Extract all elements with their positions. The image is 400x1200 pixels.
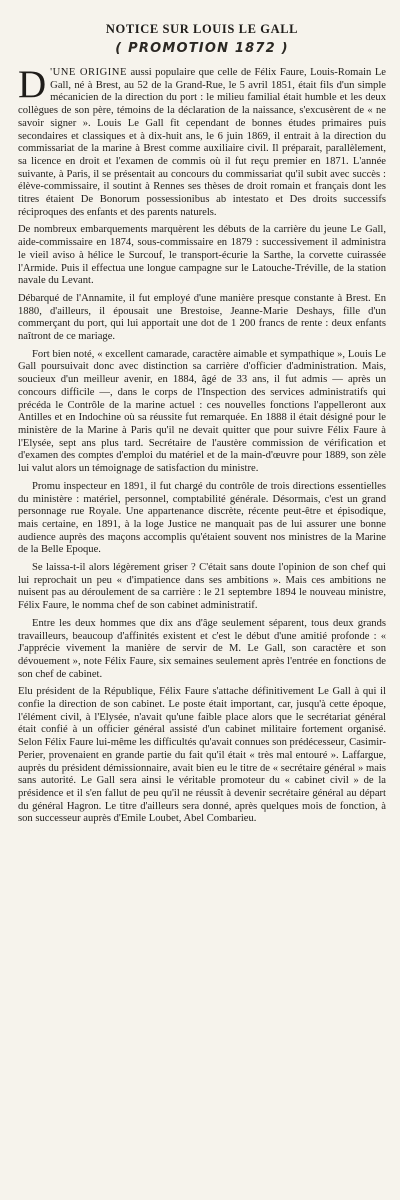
drop-cap: D	[18, 63, 47, 106]
paragraph-6: Se laissa-t-il alors légèrement griser ? C'était sans doute l'opinion de son chef qui lui reprochait un peu « d'impatience dans ses ambitions ». Mais ces ambitions ne nuisent pas au déroulement de sa carrière : le 21 septembre 1894 le nouveau ministre, Félix Faure, le nomma chef de son cabinet administratif.	[18, 562, 386, 612]
paragraph-2: De nombreux embarquements marquèrent les débuts de la carrière du jeune Le Gall, aide-commissaire en 1874, sous-commissaire en 1879 : successivement il administra le vieil aviso à hélice le Surcouf, le transport-écurie la Sarthe, la corvette cuirassée l'Armide. Puis il effectua une longue campagne sur le Latouche-Tréville, de la station navale du Levant.	[18, 224, 386, 287]
paragraph-3: Débarqué de l'Annamite, il fut employé d'une manière presque constante à Brest. En 1880, d'ailleurs, il épousait une Brestoise, Jeanne-Marie Deshays, fille d'un commerçant du port, qui lui apportait une dot de 1 200 francs de rente : deux enfants naîtront de ce mariage.	[18, 292, 386, 343]
paragraph-4: Fort bien noté, « excellent camarade, caractère aimable et sympathique », Louis Le Gall poursuivait donc avec distinction sa carrière d'officier d'administration. Mais, soucieux d'un meilleur avenir, en 1884, âgé de 33 ans, il fut admis — après un concours difficile —, dans le corps de l'Inspection des services administratifs qui précéda le Contrôle de la marine actuel : ces nouvelles fonctions l'appelleront aux Antilles et en Indochine où sa réussite fut remarquée. En 1888 il était désigné pour le ministère de la Marine à Paris qu'il ne devait quitter que pour suivre Félix Faure à l'Elysée, sept ans plus tard. Secrétaire de l'austère commission de vérification et d'examen des comptes d'emploi du matériel et de la main-d'œuvre pour 1889, son zèle lui valut alors un témoignage de satisfaction du ministre.	[18, 348, 386, 475]
paragraph-1	[18, 63, 387, 219]
handwritten-promotion-note: ( PROMOTION 1872 )	[115, 41, 289, 56]
page-title: NOTICE SUR LOUIS LE GALL	[105, 22, 299, 36]
article-body	[18, 63, 387, 826]
paragraph-8: Elu président de la République, Félix Faure s'attache définitivement Le Gall à qui il confie la direction de son cabinet. Le poste était important, car, jusqu'à cette époque, l'élément civil, à l'Elysée, n'avait qu'une faible place alors que le secrétariat général était confié à un officier général assisté d'un cabinet militaire fortement organisé. Selon Félix Faure lui-même les difficultés qu'avait connues son prédécesseur, Casimir-Perier, provenaient en grande partie du fait qu'il était « très mal entouré ». Laffargue, auprès du président démissionnaire, avait bien eu le titre de « secrétaire général » mais sans autorité. Le Gall sera ainsi le véritable promoteur du « cabinet civil » de la présidence et il s'en fallut de peu qu'il ne réussît à devenir secrétaire général au départ du général Hagron. Le titre d'ailleurs sera donné, après quelques mois de fonction, à son successeur auprès d'Emile Loubet, Abel Combarieu.	[18, 686, 386, 825]
paragraph-5: Promu inspecteur en 1891, il fut chargé du contrôle de trois directions essentielles du ministère : matériel, personnel, comptabilité générale. Désormais, c'est un grand personnage rue Royale. Une appartenance discrète, récente peut-être et épisodique, mais certaine, en 1891, à la loge Justice ne manquait pas de lui assurer une bonne audience auprès des maçons accomplis qu'étaient souvent nos ministres de la Marine de la Belle Epoque.	[18, 480, 386, 556]
paragraph-7: Entre les deux hommes que dix ans d'âge seulement séparent, tous deux grands travailleurs, beaucoup d'affinités existent et c'est le début d'une amitié profonde : « J'apprécie vivement la manière de servir de M. Le Gall, son caractère et son dévouement », note Félix Faure, six semaines seulement après l'entrée en fonctions de son chef de cabinet.	[18, 617, 386, 680]
paragraph-1-text: aussi populaire que celle de Félix Faure, Louis-Romain Le Gall, né à Brest, au 52 de la Grand-Rue, le 5 avril 1851, était fils d'un simple mécanicien de la direction du port : le milieu familial était humble et les deux collègues de son père, témoins de la déclaration de la naissance, s'excusèrent de « ne savoir signer ». Louis Le Gall fit cependant de bonnes études primaires puis secondaires et classiques et à dix-huit ans, le 6 juin 1869, il entrait à la direction du commissariat de la marine à Brest comme auxiliaire civil. Il préparait, parallèlement, sa licence en droit et l'examen de commis où il fut reçu premier en 1871. L'année suivante, à Paris, il se présentait au concours du commissariat qu'il subit avec succès : élève-commissaire, il soutint à Rennes ses thèses de droit romain et français dont les titres étaient De Bonorum possessionibus ab intestato et Des droits successifs réciproques des enfants et des parents naturels.	[18, 67, 387, 218]
lead-in: 'UNE ORIGINE	[50, 67, 127, 78]
